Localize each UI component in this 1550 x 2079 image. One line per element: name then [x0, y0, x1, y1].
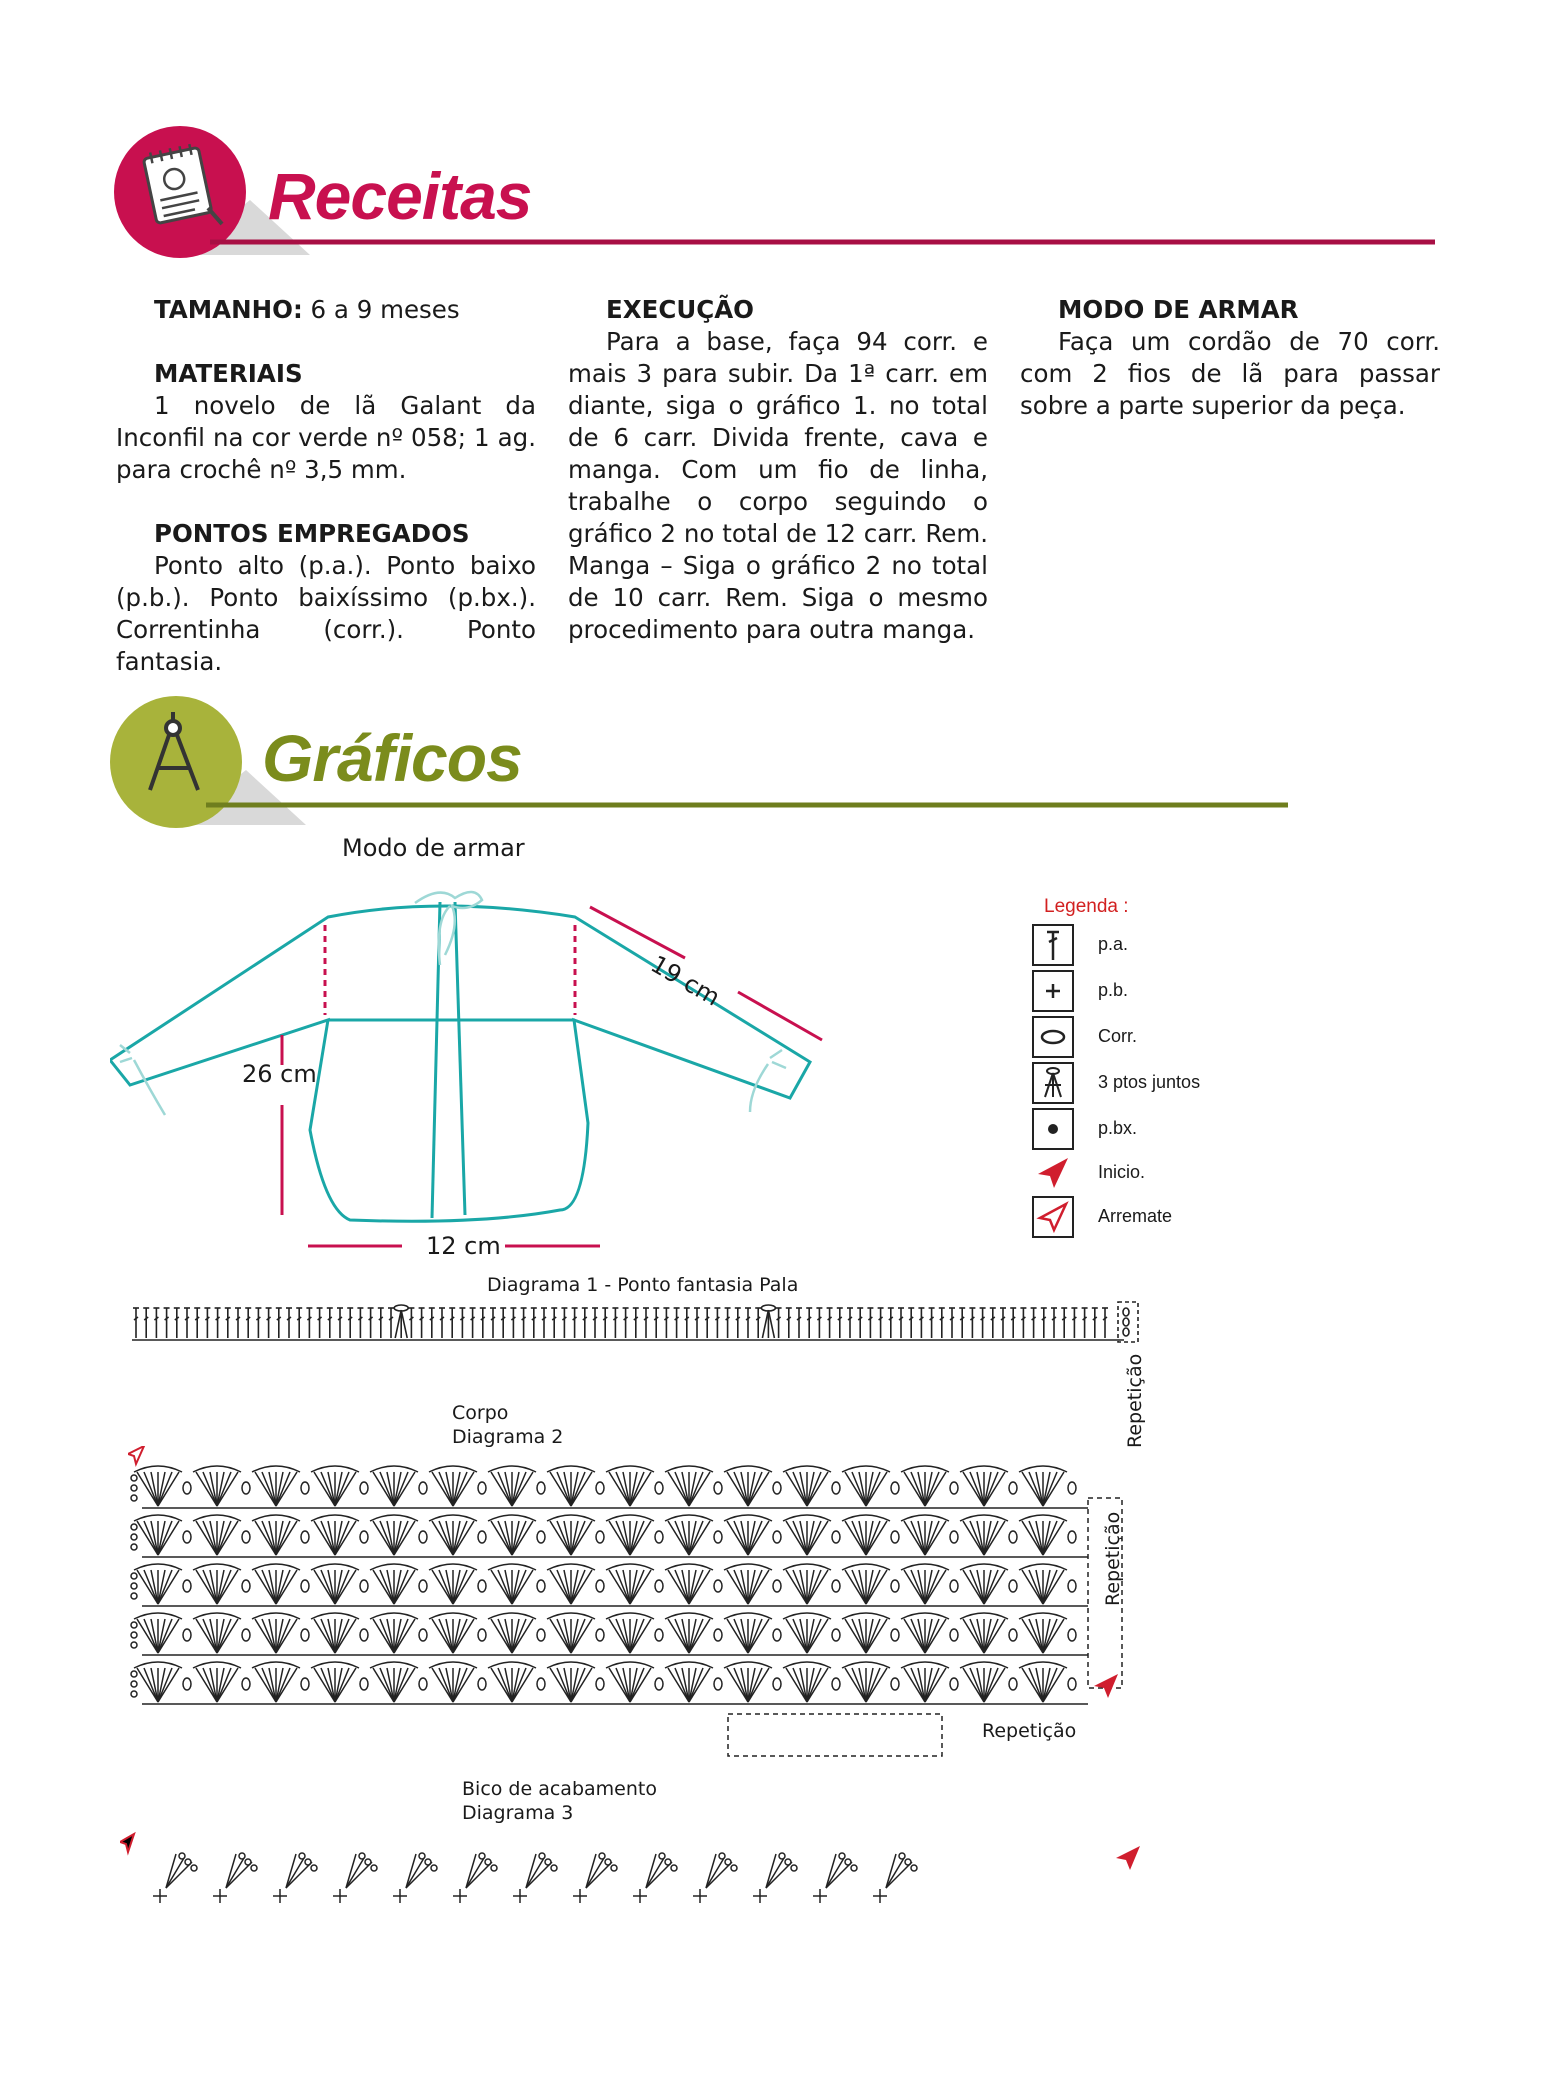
- garment-schematic: [110, 880, 830, 1260]
- section-title-graficos: Gráficos: [262, 721, 522, 795]
- materials-text: 1 novelo de lã Galant da Inconfil na cor verde nº 058; 1 ag. para crochê nº 3,5 mm.: [116, 391, 536, 484]
- execution-title: EXECUÇÃO: [606, 295, 755, 324]
- diagram-3-title: Diagrama 3: [462, 1802, 574, 1824]
- single-crochet-icon: [1032, 970, 1074, 1012]
- diagram-1-chart: [128, 1300, 1148, 1350]
- diagram-2-name: Corpo: [452, 1402, 509, 1424]
- recipe-column-2: [568, 294, 988, 646]
- materials-title: MATERIAIS: [154, 359, 303, 388]
- start-arrow-icon: [1032, 1152, 1074, 1194]
- legend-label: p.bx.: [1098, 1118, 1138, 1138]
- recipe-column-3: [1020, 294, 1440, 422]
- diagram-3-name: Bico de acabamento: [462, 1778, 657, 1800]
- stitches-text: Ponto alto (p.a.). Ponto baixo (p.b.). Ponto baixíssimo (p.bx.). Correntinha (corr.). Ponto fantasia.: [116, 551, 536, 676]
- cluster-icon: [1032, 1062, 1074, 1104]
- assembly-title: MODO DE ARMAR: [1058, 295, 1299, 324]
- stitches-title: PONTOS EMPREGADOS: [154, 519, 470, 548]
- legend-label: p.a.: [1098, 934, 1129, 954]
- legend-label: 3 ptos juntos: [1098, 1072, 1201, 1092]
- graficos-badge: [110, 696, 242, 828]
- section-title-receitas: Receitas: [268, 159, 532, 233]
- finish-arrow-icon: [1032, 1196, 1074, 1238]
- diagram-2-title: Diagrama 2: [452, 1426, 564, 1448]
- execution-text: Para a base, faça 94 corr. e mais 3 para subir. Da 1ª carr. em diante, siga o gráfico 1. no total de 6 carr. Divida frente, cava e manga. Com um fio de linha, trabalhe o corpo seguindo o gráfico 2 no total de 12 carr. Rem. Manga – Siga o gráfico 2 no total de 10 carr. Rem. Siga o mesmo procedimento para outra manga.: [568, 327, 988, 644]
- size-label: TAMANHO:: [154, 295, 303, 324]
- schematic-title: Modo de armar: [342, 834, 525, 862]
- sleeve-measure: 19 cm: [646, 950, 725, 1012]
- diagram-2-chart: [128, 1446, 1148, 1766]
- legend-label: Arremate: [1098, 1206, 1173, 1226]
- diagram-1-repeat-label: Repetição: [1124, 1353, 1146, 1448]
- width-measure: 12 cm: [426, 1232, 501, 1260]
- diagram-2-repeat-horizontal: Repetição: [982, 1720, 1077, 1742]
- legend-label: Corr.: [1098, 1026, 1138, 1046]
- chain-icon: [1032, 1016, 1074, 1058]
- size-value: 6 a 9 meses: [302, 295, 460, 324]
- double-crochet-icon: [1032, 924, 1074, 966]
- slip-stitch-icon: [1032, 1108, 1074, 1150]
- assembly-text: Faça um cordão de 70 corr. com 2 fios de lã para passar sobre a parte superior da peça.: [1020, 327, 1440, 420]
- legend-label: Inicio.: [1098, 1162, 1146, 1182]
- legend-title: Legenda :: [1044, 896, 1129, 917]
- diagram-3-chart: [120, 1826, 1150, 1906]
- recipe-column-1: [116, 294, 536, 678]
- diagram-1-title: Diagrama 1 - Ponto fantasia Pala: [487, 1274, 799, 1296]
- height-measure: 26 cm: [242, 1060, 317, 1088]
- diagram-2-repeat-vertical: Repetição: [1102, 1511, 1124, 1606]
- legend-label: p.b.: [1098, 980, 1129, 1000]
